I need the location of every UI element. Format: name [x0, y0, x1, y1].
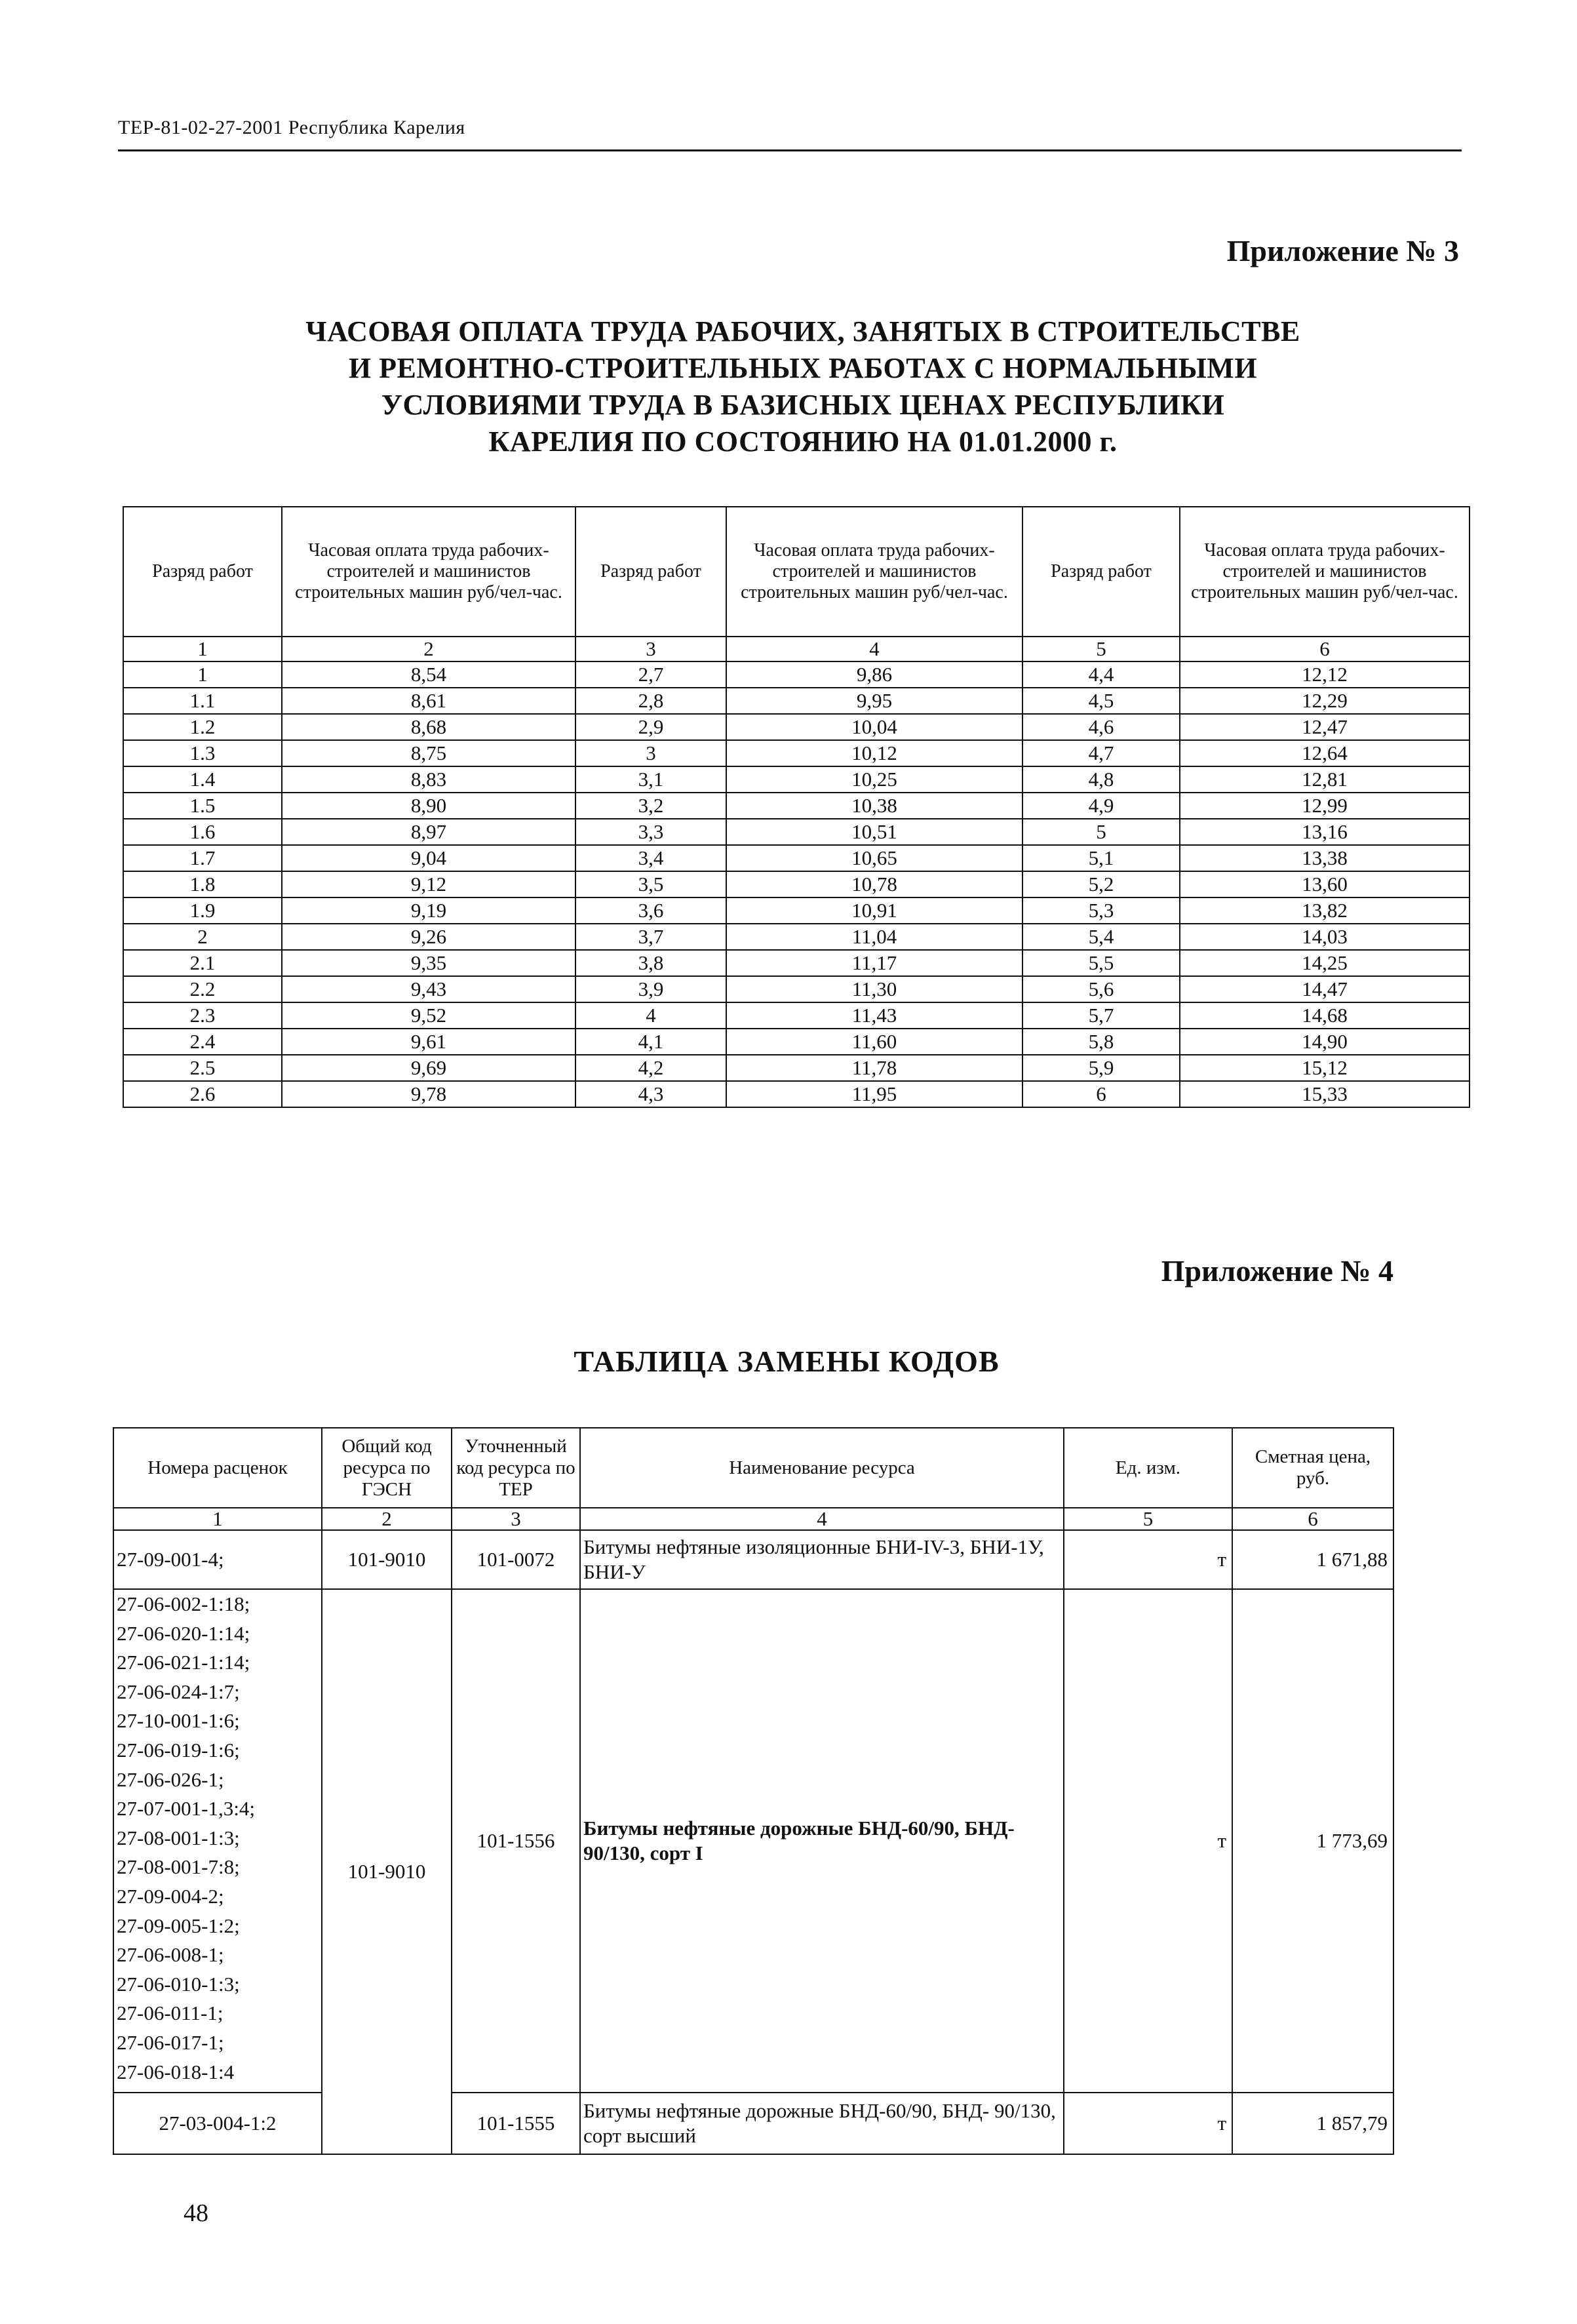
table-cell: 13,16: [1180, 819, 1470, 845]
table-cell: 5,1: [1022, 845, 1180, 871]
table-row: [123, 976, 1470, 1002]
rate-numbers-list: [113, 1589, 322, 2093]
table-cell: 14,68: [1180, 1002, 1470, 1029]
table-cell: 10,12: [726, 740, 1022, 766]
table-row: [113, 2093, 1393, 2154]
column-header: Разряд работ: [1022, 507, 1180, 637]
table-cell: 10,78: [726, 871, 1022, 897]
table-row: [123, 740, 1470, 766]
table-cell: 11,30: [726, 976, 1022, 1002]
gesn-code: 101-9010: [322, 1589, 452, 2154]
table-cell: 1: [123, 661, 282, 688]
table-cell: 4,2: [575, 1055, 726, 1081]
table-row: [113, 1530, 1393, 1589]
table-cell: 9,78: [282, 1081, 575, 1107]
table-row: [123, 1029, 1470, 1055]
wage-rate-table: [123, 506, 1470, 1108]
table-row: [123, 924, 1470, 950]
table-cell: 9,35: [282, 950, 575, 976]
table-cell: 4,8: [1022, 766, 1180, 793]
rate-code: 27-10-001-1:6;: [117, 1709, 240, 1733]
table-cell: 12,12: [1180, 661, 1470, 688]
table-cell: 9,52: [282, 1002, 575, 1029]
resource-name: Битумы нефтяные изоляционные БНИ-IV-3, БНИ-1У, БНИ-У: [580, 1530, 1064, 1589]
table-cell: 5,5: [1022, 950, 1180, 976]
table-cell: 5,6: [1022, 976, 1180, 1002]
resource-name: Битумы нефтяные дорожные БНД-60/90, БНД- 90/130, сорт I: [580, 1589, 1064, 2093]
table-cell: 9,95: [726, 688, 1022, 714]
table-cell: 2.4: [123, 1029, 282, 1055]
column-number: 3: [575, 637, 726, 661]
table-cell: 9,43: [282, 976, 575, 1002]
table-cell: 11,43: [726, 1002, 1022, 1029]
document-header: ТЕР-81-02-27-2001 Республика Карелия: [118, 117, 465, 138]
page-number: 48: [184, 2199, 208, 2227]
unit: т: [1064, 2093, 1232, 2154]
table-cell: 3: [575, 740, 726, 766]
table-cell: 1.8: [123, 871, 282, 897]
table-cell: 5,7: [1022, 1002, 1180, 1029]
rate-code: 27-06-017-1;: [117, 2030, 224, 2054]
table-cell: 4: [575, 1002, 726, 1029]
table-cell: 8,83: [282, 766, 575, 793]
column-number: 2: [322, 1508, 452, 1530]
table-cell: 9,86: [726, 661, 1022, 688]
table-cell: 4,6: [1022, 714, 1180, 740]
column-header: Часовая оплата труда рабочих-строителей и машинистов строительных машин руб/чел-час.: [726, 507, 1022, 637]
table-cell: 14,47: [1180, 976, 1470, 1002]
table-cell: 2,9: [575, 714, 726, 740]
table-cell: 15,12: [1180, 1055, 1470, 1081]
table-row: [123, 1002, 1470, 1029]
rate-code: 27-06-011-1;: [117, 2001, 224, 2025]
column-number: 1: [123, 637, 282, 661]
table-cell: 8,61: [282, 688, 575, 714]
column-number: 2: [282, 637, 575, 661]
title-line: И РЕМОНТНО-СТРОИТЕЛЬНЫХ РАБОТАХ С НОРМАЛЬНЫМИ: [348, 352, 1258, 384]
table-cell: 12,29: [1180, 688, 1470, 714]
table-cell: 3,8: [575, 950, 726, 976]
rate-code: 27-07-001-1,3:4;: [117, 1797, 255, 1821]
table-cell: 8,97: [282, 819, 575, 845]
rate-code: 27-06-002-1:18;: [117, 1592, 250, 1615]
table-row: [123, 793, 1470, 819]
header-rule: [118, 149, 1462, 151]
table-cell: 11,95: [726, 1081, 1022, 1107]
table-row: [123, 661, 1470, 688]
resource-name: Битумы нефтяные дорожные БНД-60/90, БНД- 90/130, сорт высший: [580, 2093, 1064, 2154]
table-cell: 2.5: [123, 1055, 282, 1081]
table-cell: 9,69: [282, 1055, 575, 1081]
rate-code: 27-06-018-1:4: [117, 2060, 235, 2083]
table-cell: 10,04: [726, 714, 1022, 740]
table-cell: 3,5: [575, 871, 726, 897]
code-replacement-table: [113, 1427, 1394, 2155]
table-cell: 12,81: [1180, 766, 1470, 793]
table-cell: 13,82: [1180, 897, 1470, 924]
unit: т: [1064, 1530, 1232, 1589]
price: 1 773,69: [1232, 1589, 1393, 2093]
table-cell: 2: [123, 924, 282, 950]
table-row: [123, 714, 1470, 740]
appendix-3-title: [197, 313, 1409, 460]
column-number: 1: [113, 1508, 322, 1530]
table-cell: 4,9: [1022, 793, 1180, 819]
title-line: УСЛОВИЯМИ ТРУДА В БАЗИСНЫХ ЦЕНАХ РЕСПУБЛИКИ: [381, 389, 1225, 421]
table-cell: 1.4: [123, 766, 282, 793]
ter-code: 101-1555: [452, 2093, 580, 2154]
table-cell: 3,9: [575, 976, 726, 1002]
table-cell: 1.7: [123, 845, 282, 871]
table-row: [123, 845, 1470, 871]
rate-numbers: 27-03-004-1:2: [113, 2093, 322, 2154]
title-line: ЧАСОВАЯ ОПЛАТА ТРУДА РАБОЧИХ, ЗАНЯТЫХ В СТРОИТЕЛЬСТВЕ: [305, 315, 1300, 347]
table-cell: 8,54: [282, 661, 575, 688]
rate-code: 27-06-019-1:6;: [117, 1738, 240, 1762]
table-cell: 9,26: [282, 924, 575, 950]
unit: т: [1064, 1589, 1232, 2093]
column-number: 5: [1064, 1508, 1232, 1530]
column-header: Общий код ресурса по ГЭСН: [322, 1428, 452, 1508]
table-cell: 12,47: [1180, 714, 1470, 740]
table-cell: 4,3: [575, 1081, 726, 1107]
table-cell: 11,17: [726, 950, 1022, 976]
column-header: Ед. изм.: [1064, 1428, 1232, 1508]
table-cell: 3,1: [575, 766, 726, 793]
column-header: Наименование ресурса: [580, 1428, 1064, 1508]
table-cell: 8,90: [282, 793, 575, 819]
table-cell: 15,33: [1180, 1081, 1470, 1107]
appendix-3-label: Приложение № 3: [1226, 234, 1459, 267]
table-cell: 3,3: [575, 819, 726, 845]
table-cell: 9,61: [282, 1029, 575, 1055]
table-cell: 1.5: [123, 793, 282, 819]
table-cell: 2.3: [123, 1002, 282, 1029]
table-cell: 6: [1022, 1081, 1180, 1107]
table-cell: 2.1: [123, 950, 282, 976]
table-cell: 8,75: [282, 740, 575, 766]
rate-code: 27-06-026-1;: [117, 1767, 224, 1791]
table-cell: 12,64: [1180, 740, 1470, 766]
table-cell: 5,4: [1022, 924, 1180, 950]
column-header: Сметная цена, руб.: [1232, 1428, 1393, 1508]
table-cell: 1.1: [123, 688, 282, 714]
table-cell: 14,25: [1180, 950, 1470, 976]
table-cell: 3,7: [575, 924, 726, 950]
table-row: [113, 1589, 1393, 2093]
column-header: Уточненный код ресурса по ТЕР: [452, 1428, 580, 1508]
table-cell: 10,65: [726, 845, 1022, 871]
price: 1 857,79: [1232, 2093, 1393, 2154]
rate-code: 27-08-001-1:3;: [117, 1826, 240, 1849]
table-cell: 3,2: [575, 793, 726, 819]
ter-code: 101-1556: [452, 1589, 580, 2093]
column-header: Номера расценок: [113, 1428, 322, 1508]
table-row: [123, 871, 1470, 897]
table-cell: 9,19: [282, 897, 575, 924]
table-cell: 9,12: [282, 871, 575, 897]
rate-code: 27-08-001-7:8;: [117, 1855, 240, 1879]
column-number: 4: [726, 637, 1022, 661]
rate-code: 27-09-005-1:2;: [117, 1914, 240, 1937]
rate-code: 27-09-004-2;: [117, 1884, 224, 1908]
table-cell: 9,04: [282, 845, 575, 871]
table-cell: 13,38: [1180, 845, 1470, 871]
table-cell: 10,25: [726, 766, 1022, 793]
table-cell: 2,8: [575, 688, 726, 714]
title-line: КАРЕЛИЯ ПО СОСТОЯНИЮ НА 01.01.2000 г.: [488, 425, 1118, 458]
table-cell: 12,99: [1180, 793, 1470, 819]
appendix-4-title: ТАБЛИЦА ЗАМЕНЫ КОДОВ: [574, 1345, 1000, 1378]
rate-code: 27-06-021-1:14;: [117, 1651, 250, 1674]
table-cell: 4,7: [1022, 740, 1180, 766]
table-cell: 5,8: [1022, 1029, 1180, 1055]
table-cell: 11,60: [726, 1029, 1022, 1055]
rate-code: 27-06-008-1;: [117, 1943, 224, 1967]
rate-numbers: 27-09-001-4;: [113, 1530, 322, 1589]
table-cell: 10,91: [726, 897, 1022, 924]
table-row: [123, 819, 1470, 845]
ter-code: 101-0072: [452, 1530, 580, 1589]
price: 1 671,88: [1232, 1530, 1393, 1589]
table-row: [123, 688, 1470, 714]
table-row: [123, 950, 1470, 976]
table-cell: 2.2: [123, 976, 282, 1002]
column-number: 6: [1180, 637, 1470, 661]
table-cell: 5: [1022, 819, 1180, 845]
table-row: [123, 766, 1470, 793]
column-header: Часовая оплата труда рабочих-строителей и машинистов строительных машин руб/чел-час.: [1180, 507, 1470, 637]
table-cell: 3,4: [575, 845, 726, 871]
table-cell: 10,38: [726, 793, 1022, 819]
column-number: 6: [1232, 1508, 1393, 1530]
gesn-code: 101-9010: [322, 1530, 452, 1589]
table-row: [123, 897, 1470, 924]
table-cell: 8,68: [282, 714, 575, 740]
rate-code: 27-06-020-1:14;: [117, 1621, 250, 1645]
table-cell: 3,6: [575, 897, 726, 924]
table-cell: 4,5: [1022, 688, 1180, 714]
column-header: Разряд работ: [575, 507, 726, 637]
table-cell: 14,90: [1180, 1029, 1470, 1055]
table-cell: 5,3: [1022, 897, 1180, 924]
column-number: 5: [1022, 637, 1180, 661]
table-row: [123, 1081, 1470, 1107]
column-number: 3: [452, 1508, 580, 1530]
table-cell: 4,4: [1022, 661, 1180, 688]
table-cell: 11,04: [726, 924, 1022, 950]
table-cell: 13,60: [1180, 871, 1470, 897]
table-cell: 1.9: [123, 897, 282, 924]
column-header: Часовая оплата труда рабочих-строителей и машинистов строительных машин руб/чел-час.: [282, 507, 575, 637]
table-cell: 10,51: [726, 819, 1022, 845]
table-row: [123, 1055, 1470, 1081]
rate-code: 27-06-024-1:7;: [117, 1680, 240, 1703]
column-header: Разряд работ: [123, 507, 282, 637]
table-cell: 4,1: [575, 1029, 726, 1055]
table-cell: 2,7: [575, 661, 726, 688]
table-cell: 2.6: [123, 1081, 282, 1107]
appendix-4-label: Приложение № 4: [1161, 1254, 1393, 1288]
table-cell: 1.3: [123, 740, 282, 766]
rate-code: 27-06-010-1:3;: [117, 1972, 240, 1996]
table-cell: 5,2: [1022, 871, 1180, 897]
table-cell: 14,03: [1180, 924, 1470, 950]
table-cell: 11,78: [726, 1055, 1022, 1081]
table-cell: 5,9: [1022, 1055, 1180, 1081]
table-cell: 1.2: [123, 714, 282, 740]
column-number: 4: [580, 1508, 1064, 1530]
table-cell: 1.6: [123, 819, 282, 845]
